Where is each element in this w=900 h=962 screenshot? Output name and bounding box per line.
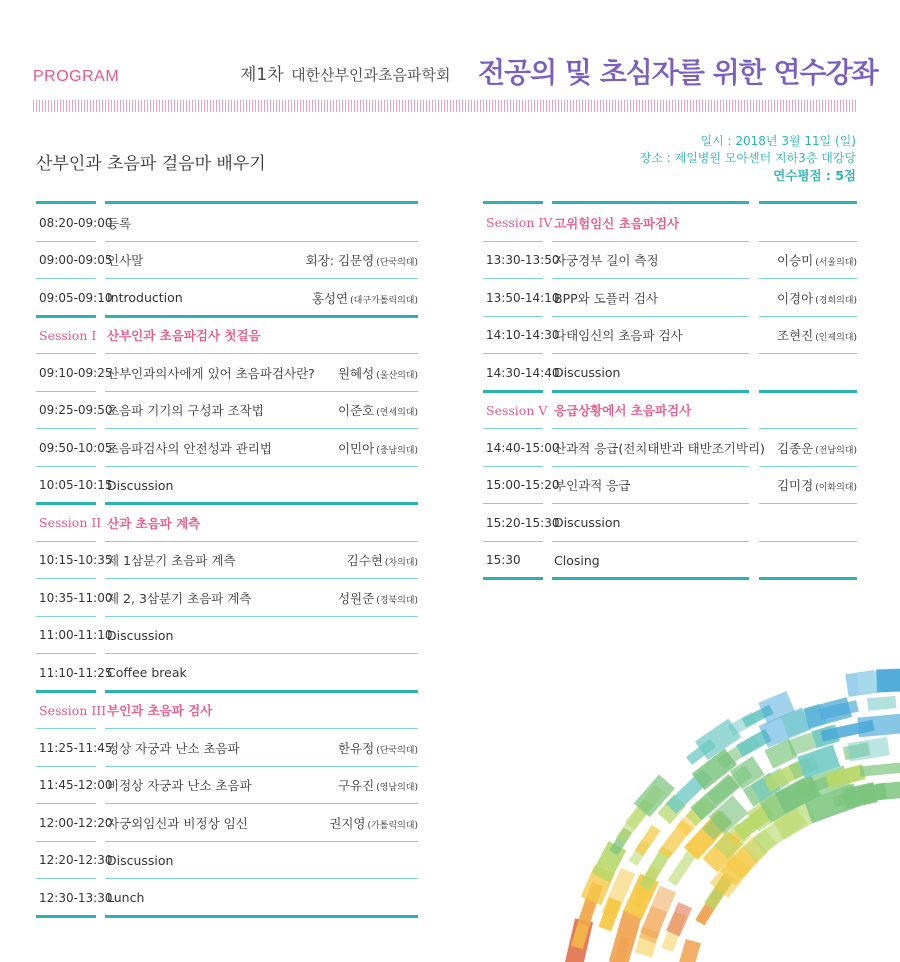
time-slot: 09:50-10:05	[39, 440, 113, 455]
row-divider	[483, 241, 543, 242]
row-divider	[36, 915, 96, 918]
session-label: Session IV	[486, 215, 553, 231]
speaker	[312, 289, 418, 307]
row-divider	[36, 353, 96, 354]
topic: 초음파 기기의 구성과 조작법	[107, 403, 264, 419]
row-divider	[36, 315, 96, 318]
row-divider	[759, 278, 857, 279]
row-divider	[483, 353, 543, 354]
row-divider	[313, 241, 418, 242]
schedule-row	[36, 617, 418, 655]
row-divider	[105, 241, 338, 242]
topic: Discussion	[107, 852, 174, 868]
row-divider	[313, 728, 418, 729]
topic: 다태임신의 초음파 검사	[554, 328, 683, 344]
row-divider	[759, 466, 857, 467]
schedule-row	[36, 242, 418, 280]
row-divider	[105, 616, 338, 617]
speaker-affiliation: (단국의대)	[376, 258, 418, 269]
row-divider	[105, 653, 338, 654]
schedule-row	[36, 204, 418, 242]
topic: 자궁경부 길이 측정	[554, 253, 659, 269]
row-divider	[36, 841, 96, 842]
time-slot: 09:25-09:50	[39, 403, 113, 418]
topic: Discussion	[554, 365, 621, 381]
decorative-stripe	[33, 100, 858, 112]
topic: 초음파검사의 안전성과 관리법	[107, 440, 272, 456]
session-header-row	[36, 317, 418, 355]
row-divider	[552, 316, 749, 317]
decorative-bar	[876, 668, 900, 693]
row-divider	[36, 278, 96, 279]
row-divider	[105, 278, 338, 279]
row-divider	[759, 503, 857, 504]
speaker-name: 홍성연	[311, 290, 349, 306]
speaker-name: 회장: 김문영	[305, 253, 375, 269]
speaker-affiliation: (전남의대)	[815, 445, 857, 456]
time-slot: 14:40-15:00	[486, 440, 560, 455]
row-divider	[759, 541, 857, 542]
row-divider	[313, 803, 418, 804]
speaker	[777, 289, 857, 307]
row-divider	[36, 541, 96, 542]
page-title: 전공의 및 초심자를 위한 연수강좌	[478, 56, 878, 89]
schedule-row	[36, 804, 418, 842]
topic: 자궁외임신과 비정상 임신	[107, 815, 248, 831]
time-slot: 15:20-15:30	[486, 515, 560, 530]
schedule-row	[483, 542, 857, 580]
time-slot: 08:20-09:00	[39, 215, 113, 230]
row-divider	[105, 766, 338, 767]
row-divider	[552, 428, 749, 429]
row-divider	[313, 578, 418, 579]
topic: 산과적 응급(전치태반과 태반조기박리)	[554, 440, 765, 456]
speaker-name: 성원준	[337, 590, 375, 606]
schedule-row	[36, 579, 418, 617]
row-divider	[313, 502, 418, 505]
row-divider	[105, 915, 338, 918]
subtitle: 산부인과 초음파 걸음마 배우기	[36, 154, 266, 174]
time-slot: 11:25-11:45	[39, 740, 113, 755]
time-slot: 11:45-12:00	[39, 778, 113, 793]
speaker	[306, 251, 418, 269]
speaker	[338, 439, 418, 457]
speaker-name: 김종운	[776, 440, 814, 456]
topic: BPP와 도플러 검사	[554, 290, 659, 306]
row-divider	[552, 390, 749, 393]
schedule-row	[483, 317, 857, 355]
topic: 정상 자궁과 난소 초음파	[107, 740, 240, 756]
topic: Coffee break	[107, 665, 187, 681]
topic: 제 2, 3삼분기 초음파 계측	[107, 590, 252, 606]
time-slot: 15:30	[486, 553, 521, 568]
speaker	[338, 589, 418, 607]
row-divider	[36, 690, 96, 693]
schedule-row	[36, 654, 418, 692]
time-slot: 12:00-12:20	[39, 815, 113, 830]
topic: 비정상 자궁과 난소 초음파	[107, 778, 252, 794]
row-divider	[552, 541, 749, 542]
speaker-affiliation: (연세의대)	[376, 408, 418, 419]
topic: Lunch	[107, 890, 145, 906]
decorative-bar	[677, 939, 701, 962]
topic: Discussion	[107, 627, 174, 643]
speaker-affiliation: (영남의대)	[376, 783, 418, 794]
time-slot: 13:50-14:10	[486, 290, 560, 305]
row-divider	[483, 390, 543, 393]
row-divider	[552, 503, 749, 504]
topic: 인사말	[107, 253, 144, 269]
time-slot: 11:00-11:10	[39, 628, 113, 643]
time-slot: 10:35-11:00	[39, 590, 113, 605]
row-divider	[36, 241, 96, 242]
row-divider	[313, 428, 418, 429]
row-divider	[313, 278, 418, 279]
row-divider	[36, 728, 96, 729]
row-divider	[552, 577, 749, 580]
schedule-row	[483, 504, 857, 542]
speaker-name: 김미경	[776, 478, 814, 494]
row-divider	[36, 391, 96, 392]
session-header-row	[483, 392, 857, 430]
row-divider	[36, 502, 96, 505]
time-slot: 11:10-11:25	[39, 665, 113, 680]
speaker-name: 이경아	[776, 290, 814, 306]
schedule-row	[36, 879, 418, 917]
row-divider	[313, 878, 418, 879]
row-divider	[313, 915, 418, 918]
topic: 부인과적 응급	[554, 478, 631, 494]
session-title: 산과 초음파 계측	[107, 515, 201, 531]
speaker-name: 이승미	[776, 253, 814, 269]
event-info	[640, 133, 856, 184]
speaker	[338, 776, 418, 794]
row-divider	[313, 653, 418, 654]
time-slot: 09:10-09:25	[39, 365, 113, 380]
session-label: Session I	[39, 327, 97, 343]
row-divider	[105, 428, 338, 429]
row-divider	[105, 803, 338, 804]
decorative-bar	[860, 761, 900, 776]
row-divider	[105, 353, 338, 354]
speaker-affiliation: (서울의대)	[815, 258, 857, 269]
row-divider	[759, 241, 857, 242]
time-slot: 12:20-12:30	[39, 853, 113, 868]
topic: 산부인과의사에게 있어 초음파검사란?	[107, 365, 315, 381]
speaker	[338, 364, 418, 382]
schedule-row	[483, 242, 857, 280]
speaker-affiliation: (충남의대)	[376, 445, 418, 456]
decorative-bar	[857, 713, 900, 737]
row-divider	[105, 878, 338, 879]
speaker-name: 원혜성	[337, 365, 375, 381]
decorative-bar	[876, 781, 900, 800]
organization-name: 대한산부인과초음파학회	[291, 66, 451, 84]
time-slot: 10:15-10:35	[39, 553, 113, 568]
speaker-name: 이준호	[337, 403, 375, 419]
topic: Discussion	[554, 515, 621, 531]
schedule-row	[36, 392, 418, 430]
session-title: 부인과 초음파 검사	[107, 703, 213, 719]
schedule-row	[36, 767, 418, 805]
speaker-affiliation: (이화의대)	[815, 483, 857, 494]
row-divider	[313, 841, 418, 842]
topic: Discussion	[107, 477, 174, 493]
edition: 제1차	[240, 65, 284, 85]
row-divider	[105, 690, 338, 693]
speaker-affiliation: (단국의대)	[376, 745, 418, 756]
row-divider	[105, 391, 338, 392]
event-credit: 연수평점 : 5점	[773, 168, 856, 183]
row-divider	[483, 466, 543, 467]
row-divider	[105, 466, 338, 467]
speaker-affiliation: (인제의대)	[815, 333, 857, 344]
schedule-row	[36, 354, 418, 392]
schedule-row	[483, 467, 857, 505]
speaker	[777, 326, 857, 344]
row-divider	[313, 353, 418, 354]
speaker-affiliation: (대구가톨릭의대)	[350, 295, 418, 306]
row-divider	[552, 353, 749, 354]
schedule-row	[36, 542, 418, 580]
time-slot: 12:30-13:30	[39, 890, 113, 905]
decorative-bar	[847, 737, 890, 761]
row-divider	[483, 316, 543, 317]
row-divider	[552, 278, 749, 279]
session-title: 고위험임신 초음파검사	[554, 215, 680, 231]
row-divider	[313, 690, 418, 693]
speaker-name: 김수현	[346, 553, 383, 569]
session-label: Session V	[486, 402, 548, 418]
schedule-row	[36, 842, 418, 880]
speaker-name: 조현진	[776, 328, 814, 344]
row-divider	[105, 315, 338, 318]
row-divider	[105, 841, 338, 842]
row-divider	[483, 503, 543, 504]
session-title: 산부인과 초음파검사 첫걸음	[107, 328, 261, 344]
session-header-row	[36, 504, 418, 542]
program-label: PROGRAM	[33, 68, 120, 85]
session-header-row	[36, 692, 418, 730]
decorative-bar	[666, 902, 692, 936]
time-slot: 09:05-09:10	[39, 290, 113, 305]
time-slot: 13:30-13:50	[486, 253, 560, 268]
row-divider	[313, 766, 418, 767]
speaker-name: 한유정	[337, 740, 375, 756]
speaker	[777, 476, 857, 494]
time-slot: 09:00-09:05	[39, 253, 113, 268]
row-divider	[759, 428, 857, 429]
topic: Closing	[554, 552, 600, 568]
row-divider	[36, 766, 96, 767]
row-divider	[105, 541, 338, 542]
speaker	[347, 551, 418, 569]
row-divider	[483, 428, 543, 429]
decorative-bar	[635, 825, 661, 856]
row-divider	[483, 577, 543, 580]
speaker-name: 권지영	[329, 815, 366, 831]
schedule-row	[483, 429, 857, 467]
row-divider	[552, 466, 749, 467]
row-divider	[313, 391, 418, 392]
row-divider	[105, 728, 338, 729]
row-divider	[759, 316, 857, 317]
schedule-row	[36, 279, 418, 317]
time-slot: 15:00-15:20	[486, 478, 560, 493]
session-label: Session II	[39, 515, 102, 531]
speaker	[338, 739, 418, 757]
speaker-affiliation: (차의대)	[384, 558, 418, 569]
decorative-arc-graphic	[440, 600, 900, 962]
topic: 등록	[107, 215, 132, 231]
row-divider	[313, 541, 418, 542]
speaker	[338, 401, 418, 419]
row-divider	[36, 878, 96, 879]
row-divider	[759, 390, 857, 393]
schedule-row	[483, 279, 857, 317]
decorative-bar	[867, 696, 896, 711]
topic: Introduction	[107, 290, 183, 306]
session-label: Session III	[39, 702, 107, 718]
time-slot: 14:10-14:30	[486, 328, 560, 343]
row-divider	[105, 502, 338, 505]
row-divider	[313, 466, 418, 467]
time-slot: 10:05-10:15	[39, 478, 113, 493]
row-divider	[36, 466, 96, 467]
schedule-row	[36, 429, 418, 467]
row-divider	[36, 803, 96, 804]
row-divider	[36, 616, 96, 617]
event-date: 일시 : 2018년 3월 11일 (일)	[700, 134, 856, 148]
schedule-row	[36, 729, 418, 767]
topic: 제 1삼분기 초음파 계측	[107, 553, 236, 569]
speaker-name: 구유진	[337, 778, 375, 794]
row-divider	[36, 428, 96, 429]
schedule-row	[483, 354, 857, 392]
row-divider	[313, 315, 418, 318]
event-venue: 장소 : 제일병원 모아센터 지하3층 대강당	[639, 151, 856, 165]
session-header-row	[483, 204, 857, 242]
row-divider	[759, 353, 857, 354]
row-divider	[105, 578, 338, 579]
row-divider	[759, 577, 857, 580]
speaker-affiliation: (경북의대)	[376, 595, 418, 606]
speaker-affiliation: (울산의대)	[376, 370, 418, 381]
row-divider	[483, 541, 543, 542]
row-divider	[36, 653, 96, 654]
row-divider	[483, 278, 543, 279]
speaker	[777, 251, 857, 269]
session-title: 응급상황에서 초음파검사	[554, 403, 692, 419]
schedule-row	[36, 467, 418, 505]
row-divider	[552, 241, 749, 242]
speaker-affiliation: (경희의대)	[815, 295, 857, 306]
speaker-name: 이민아	[337, 440, 375, 456]
row-divider	[313, 616, 418, 617]
row-divider	[36, 578, 96, 579]
speaker	[777, 439, 857, 457]
title-organization	[240, 60, 450, 85]
speaker	[329, 814, 418, 832]
speaker-affiliation: (가톨릭의대)	[367, 820, 418, 831]
time-slot: 14:30-14:40	[486, 365, 560, 380]
